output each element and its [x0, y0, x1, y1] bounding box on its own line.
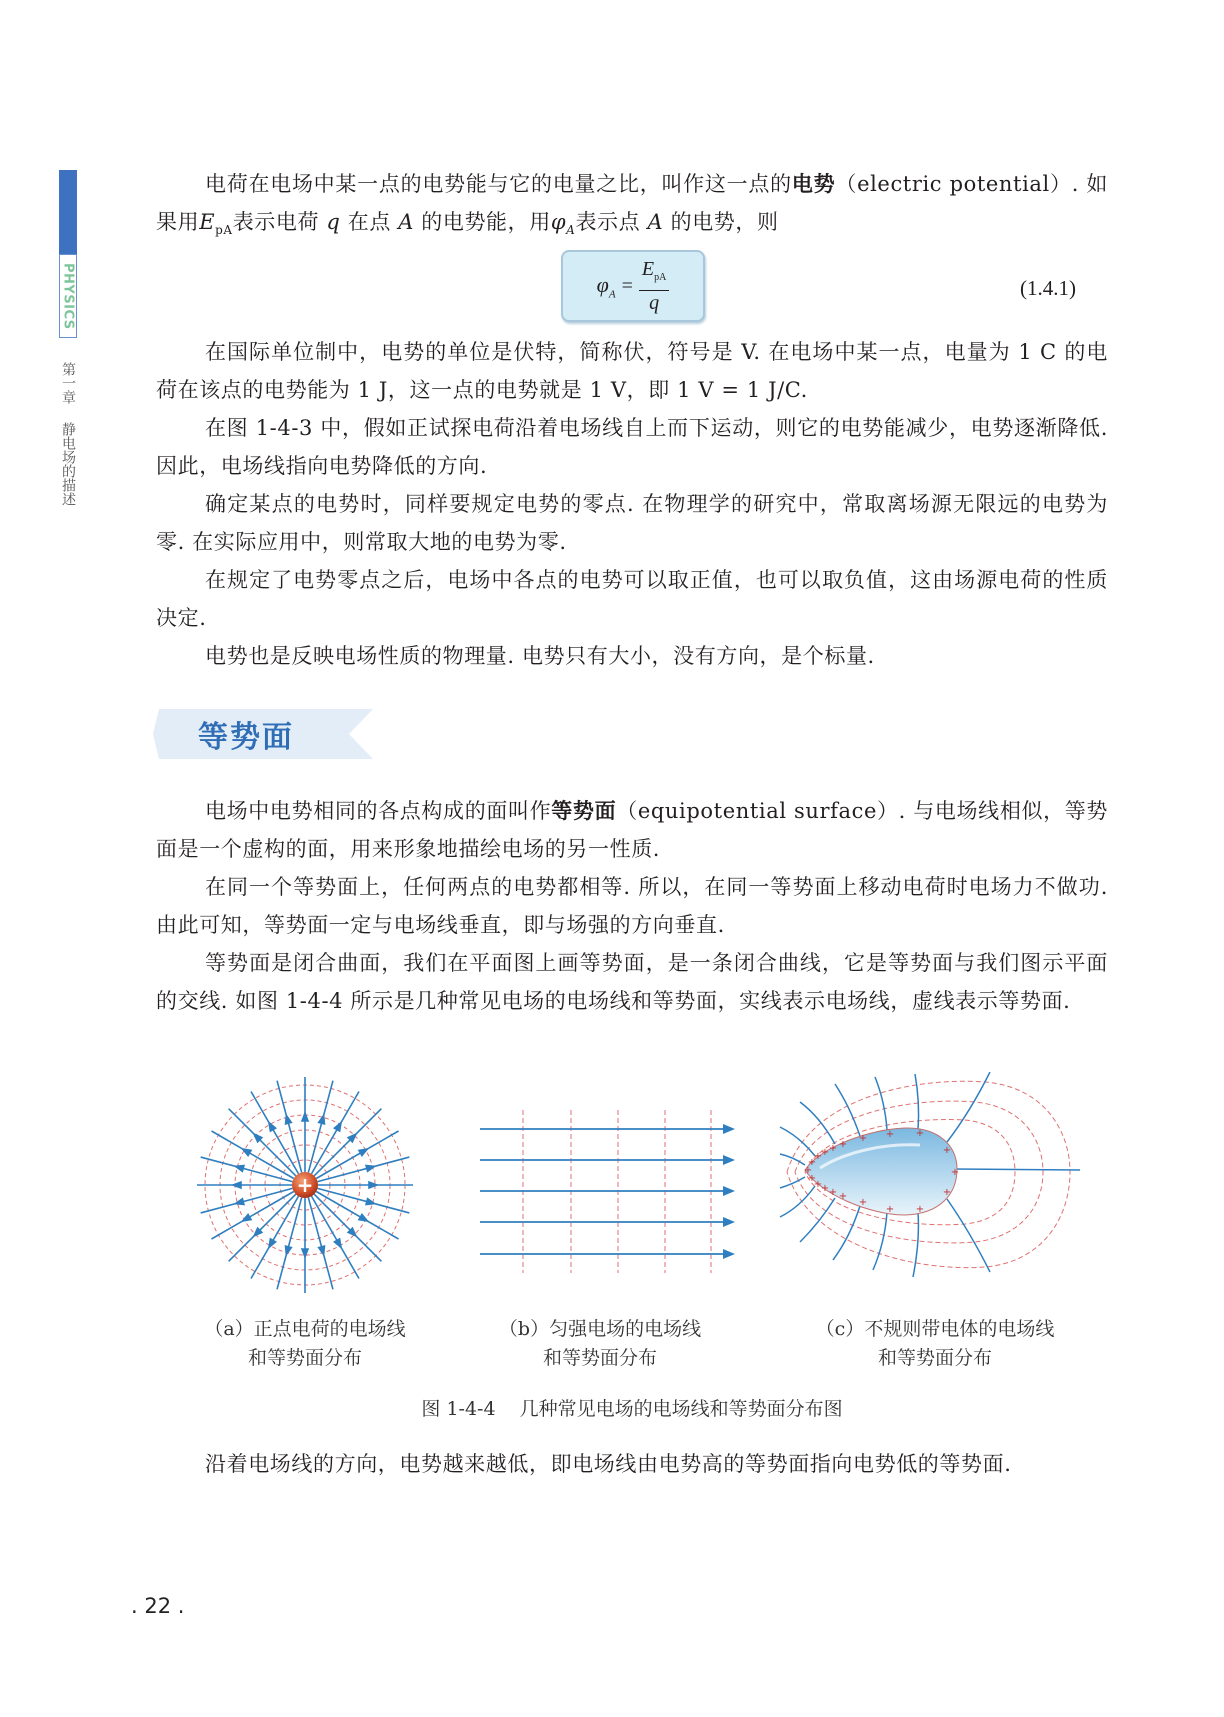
caption-c: （c）不规则带电体的电场线 和等势面分布	[815, 1318, 1055, 1369]
caption-b: （b）匀强电场的电场线 和等势面分布	[498, 1318, 702, 1369]
sidebar-subject-box	[59, 254, 77, 338]
sidebar-chapter-number: 第一章	[60, 362, 76, 404]
paragraph: 在规定了电势零点之后，电场中各点的电势可以取正值，也可以取负值，这由场源电荷的性质决定.	[156, 568, 1108, 630]
page-number: . 22 .	[131, 1594, 185, 1618]
plus-sign: +	[942, 1187, 952, 1198]
term-electric-potential: 电势	[791, 172, 836, 196]
field-arrow	[302, 1113, 308, 1121]
plus-sign: +	[803, 1165, 813, 1176]
paragraph: 确定某点的电势时，同样要规定电势的零点. 在物理学的研究中，常取离场源无限远的电势为零. 在实际应用中，则常取大地的电势为零.	[156, 492, 1108, 554]
formula-fraction	[639, 257, 669, 315]
plus-sign: +	[828, 1143, 838, 1154]
field-arrow	[369, 1182, 377, 1188]
figure-title-text: 几种常见电场的电场线和等势面分布图	[519, 1398, 843, 1420]
body-paragraphs-1	[156, 333, 1108, 675]
paragraph: 在同一个等势面上，任何两点的电势都相等. 所以，在同一等势面上移动电荷时电场力不做功. 由此可知，等势面一定与电场线垂直，即与场强的方向垂直.	[156, 875, 1108, 937]
plus-sign: +	[950, 1167, 960, 1178]
figure-c-irregular-conductor	[775, 1072, 1085, 1287]
figure-title	[156, 1394, 1108, 1421]
plus-sign: +	[807, 1173, 817, 1184]
paragraph: 电势也是反映电场性质的物理量. 电势只有大小，没有方向，是个标量.	[205, 644, 875, 668]
plus-sign: +	[820, 1183, 830, 1194]
plus-sign: +	[858, 1133, 868, 1144]
paragraph: 等势面是闭合曲面，我们在平面图上画等势面，是一条闭合曲线，它是等势面与我们图示平面的交线. 如图 1-4-4 所示是几种常见电场的电场线和等势面，实线表示电场线，虚线表示等势面.	[156, 951, 1108, 1013]
plus-sign: +	[838, 1139, 848, 1150]
closing-paragraph: 沿着电场线的方向，电势越来越低，即电场线由电势高的等势面指向电势低的等势面.	[205, 1452, 1012, 1476]
paragraph: 电场中电势相同的各点构成的面叫作等势面（equipotential surface）. 与电场线相似，等势面是一个虚构的面，用来形象地描绘电场的另一性质.	[156, 799, 1108, 861]
field-arrow	[235, 1199, 244, 1207]
sidebar-color-bar	[59, 170, 77, 254]
plus-sign: +	[813, 1151, 823, 1162]
formula-number: (1.4.1)	[1020, 276, 1076, 300]
formula-equals: =	[621, 274, 633, 297]
plus-sign: +	[838, 1191, 848, 1202]
caption-a: （a）正点电荷的电场线 和等势面分布	[204, 1318, 406, 1369]
field-arrow	[235, 1163, 244, 1171]
field-arrow	[319, 1246, 327, 1255]
plus-sign: +	[915, 1204, 925, 1215]
field-arrow	[319, 1115, 327, 1124]
section-title: 等势面	[198, 720, 294, 755]
field-arrow	[366, 1199, 375, 1207]
field-arrow	[723, 1124, 735, 1134]
sidebar-chapter-title: 静电场的描述	[60, 422, 76, 506]
plus-sign: +	[828, 1187, 838, 1198]
charge-plus-icon: +	[296, 1173, 314, 1197]
field-arrow	[723, 1249, 735, 1259]
field-arrow	[241, 1214, 251, 1223]
plus-sign: +	[915, 1128, 925, 1139]
sidebar-chapter	[59, 362, 77, 506]
plus-sign: +	[813, 1179, 823, 1190]
plus-sign: +	[942, 1145, 952, 1156]
paragraph: 在图 1-4-3 中，假如正试探电荷沿着电场线自上而下运动，则它的电势能减少，电势逐渐降低. 因此，电场线指向电势降低的方向.	[156, 416, 1108, 478]
figure-b-uniform-field	[465, 1088, 735, 1278]
field-arrow	[283, 1115, 291, 1124]
body-paragraphs-2	[156, 792, 1108, 1020]
sidebar-subject: PHYSICS	[60, 262, 76, 330]
formula-box	[561, 250, 705, 322]
field-arrow	[723, 1186, 735, 1196]
plus-sign: +	[820, 1147, 830, 1158]
plus-sign: +	[885, 1129, 895, 1140]
formula-numerator: $E_{pA}$	[639, 257, 669, 291]
field-arrow	[723, 1155, 735, 1165]
field-arrow	[723, 1217, 735, 1227]
formula-denominator: q	[649, 292, 660, 314]
paragraph: 在国际单位制中，电势的单位是伏特，简称伏，符号是 V. 在电场中某一点，电量为 1 C 的电荷在该点的电势能为 1 J，这一点的电势就是 1 V，即 1 V = 1 J/C.	[156, 340, 1108, 402]
field-arrow	[334, 1121, 343, 1131]
field-arrow	[302, 1249, 308, 1257]
term-equipotential-surface: 等势面	[551, 799, 617, 823]
intro-paragraph: 电荷在电场中某一点的电势能与它的电量之比，叫作这一点的电势（electric potential）. 如果用$E_{pA}$表示电荷 q 在点 A 的电势能，用$\varphi_A$表示点 A 的电势，则	[156, 172, 1109, 238]
field-arrow	[233, 1182, 241, 1188]
plus-sign: +	[858, 1197, 868, 1208]
plus-sign: +	[807, 1157, 817, 1168]
figure-a-point-charge	[190, 1070, 420, 1300]
uniform-field-lines	[480, 1110, 735, 1273]
plus-sign: +	[885, 1204, 895, 1215]
field-arrow	[283, 1246, 291, 1255]
charged-conductor	[805, 1128, 960, 1215]
field-arrow	[366, 1163, 375, 1171]
field-arrow	[359, 1214, 369, 1223]
field-arrow	[241, 1146, 251, 1155]
formula-lhs: $\varphi_A$	[596, 271, 616, 301]
figure-number: 图 1-4-4	[421, 1398, 496, 1420]
